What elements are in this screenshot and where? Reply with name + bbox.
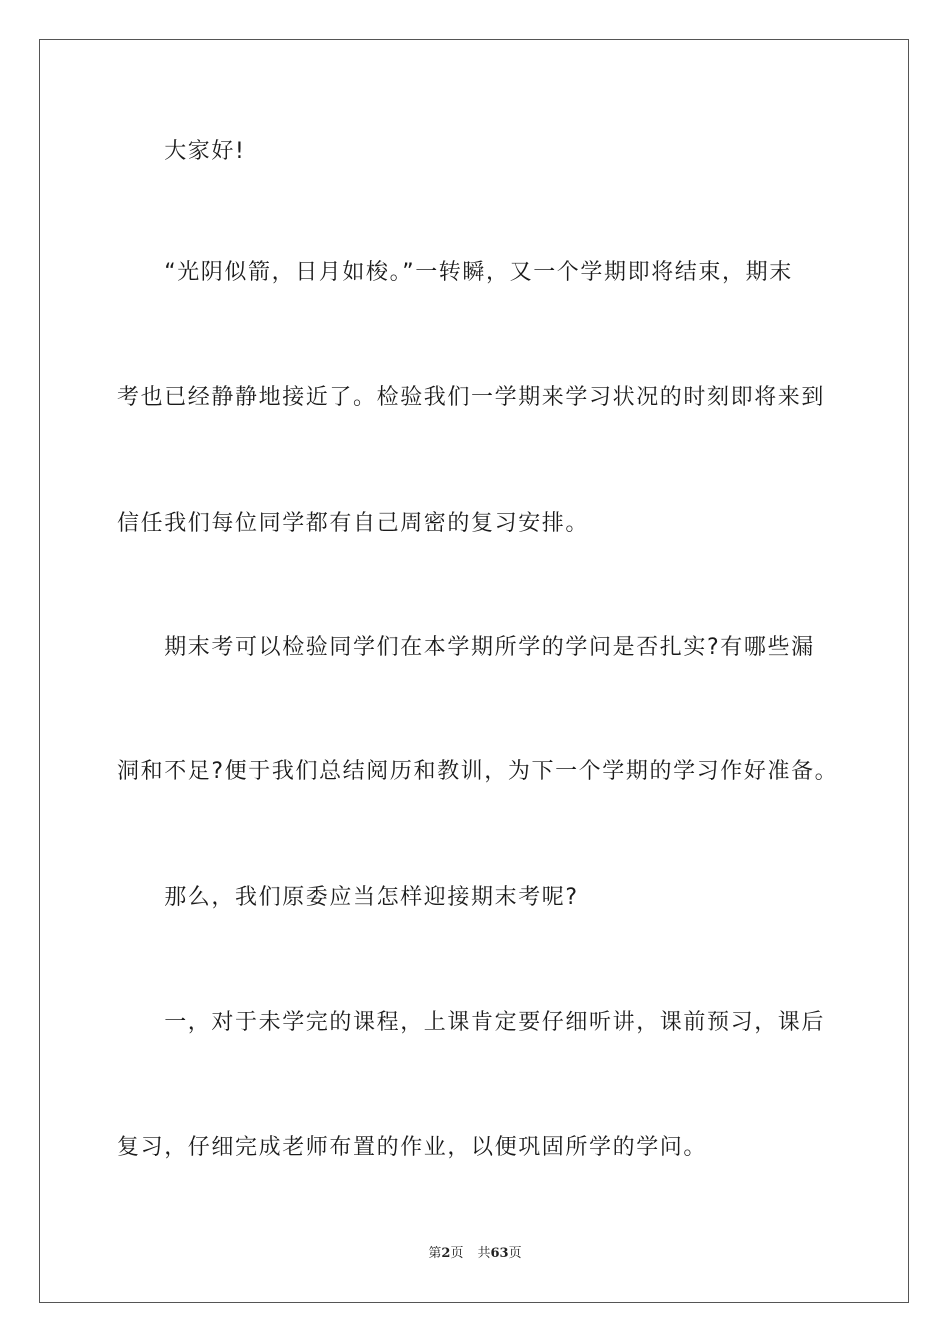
paragraph-line: 那么，我们原委应当怎样迎接期末考呢?	[117, 885, 579, 910]
paragraph-line: 复习，仔细完成老师布置的作业，以便巩固所学的学问。	[117, 1135, 708, 1160]
paragraph-line: “光阴似箭，日月如梭。”一转瞬，又一个学期即将结束，期末	[117, 260, 793, 285]
paragraph-line: 考也已经静静地接近了。检验我们一学期来学习状况的时刻即将来到	[117, 385, 826, 410]
page-prefix: 第	[428, 1246, 442, 1261]
page-number: 2	[441, 1246, 451, 1261]
paragraph-line: 洞和不足?便于我们总结阅历和教训，为下一个学期的学习作好准备。	[117, 759, 839, 784]
paragraph-line: 信任我们每位同学都有自己周密的复习安排。	[117, 511, 590, 536]
paragraph-line: 期末考可以检验同学们在本学期所学的学问是否扎实?有哪些漏	[117, 635, 815, 660]
page-border	[39, 39, 909, 1303]
page-suffix: 页	[450, 1246, 464, 1261]
page-footer	[0, 1245, 950, 1263]
paragraph-line: 大家好!	[117, 139, 246, 164]
total-prefix: 共	[477, 1246, 491, 1261]
paragraph-line: 一，对于未学完的课程，上课肯定要仔细听讲，课前预习，课后	[117, 1010, 826, 1035]
total-suffix: 页	[508, 1246, 522, 1261]
total-pages: 63	[490, 1246, 509, 1261]
